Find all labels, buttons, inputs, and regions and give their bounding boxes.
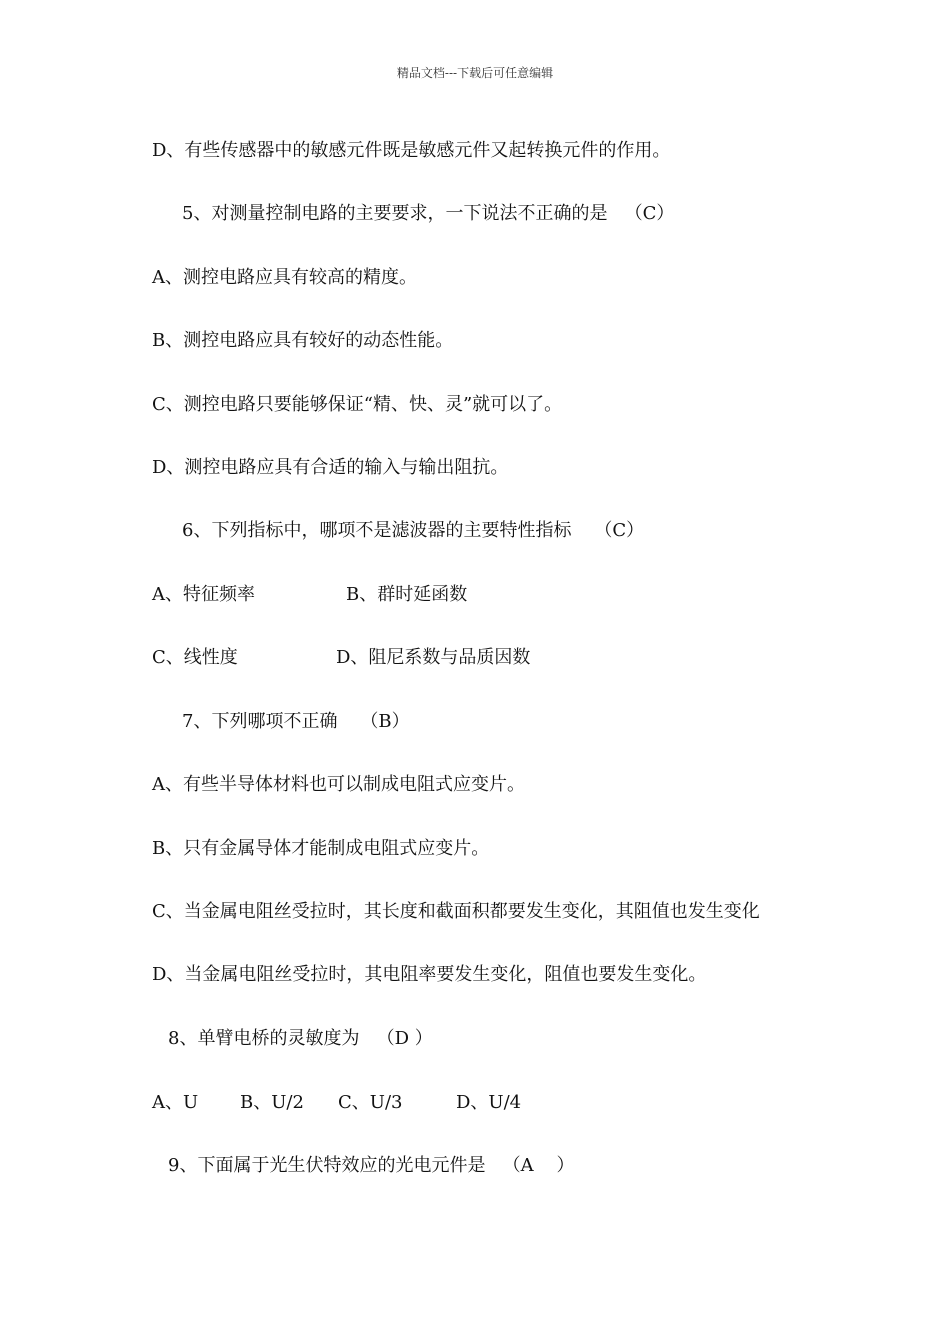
option-line: D、有些传感器中的敏感元件既是敏感元件又起转换元件的作用。	[152, 140, 671, 161]
option-b: B、群时延函数	[346, 584, 468, 605]
option-line: D、测控电路应具有合适的输入与输出阻抗。	[152, 457, 509, 478]
option-d: D、U/4	[456, 1092, 522, 1113]
option-b: B、U/2	[240, 1092, 304, 1113]
option-d: D、阻尼系数与品质因数	[336, 647, 531, 668]
option-line: D、当金属电阻丝受拉时，其电阻率要发生变化，阻值也要发生变化。	[152, 964, 707, 985]
question-6: 6、下列指标中，哪项不是滤波器的主要特性指标 （C）	[182, 520, 645, 541]
option-line: C、测控电路只要能够保证“精、快、灵”就可以了。	[152, 394, 563, 415]
question-5: 5、对测量控制电路的主要要求，一下说法不正确的是 （C）	[182, 203, 675, 224]
option-c: C、线性度	[152, 647, 238, 668]
option-a: A、特征频率	[152, 584, 255, 605]
option-c: C、U/3	[338, 1092, 403, 1113]
option-line: A、有些半导体材料也可以制成电阻式应变片。	[152, 774, 525, 795]
option-line: A、测控电路应具有较高的精度。	[152, 267, 417, 288]
option-line: C、当金属电阻丝受拉时，其长度和截面积都要发生变化，其阻值也发生变化	[152, 901, 760, 922]
option-line: B、只有金属导体才能制成电阻式应变片。	[152, 838, 490, 859]
question-7: 7、下列哪项不正确 （B）	[182, 711, 410, 732]
question-9: 9、下面属于光生伏特效应的光电元件是 （A ）	[168, 1155, 575, 1176]
option-a: A、U	[152, 1092, 199, 1113]
question-8: 8、单臂电桥的灵敏度为 （D ）	[168, 1028, 433, 1049]
page-header: 精品文档---下载后可任意编辑	[396, 66, 554, 80]
option-line: B、测控电路应具有较好的动态性能。	[152, 330, 454, 351]
